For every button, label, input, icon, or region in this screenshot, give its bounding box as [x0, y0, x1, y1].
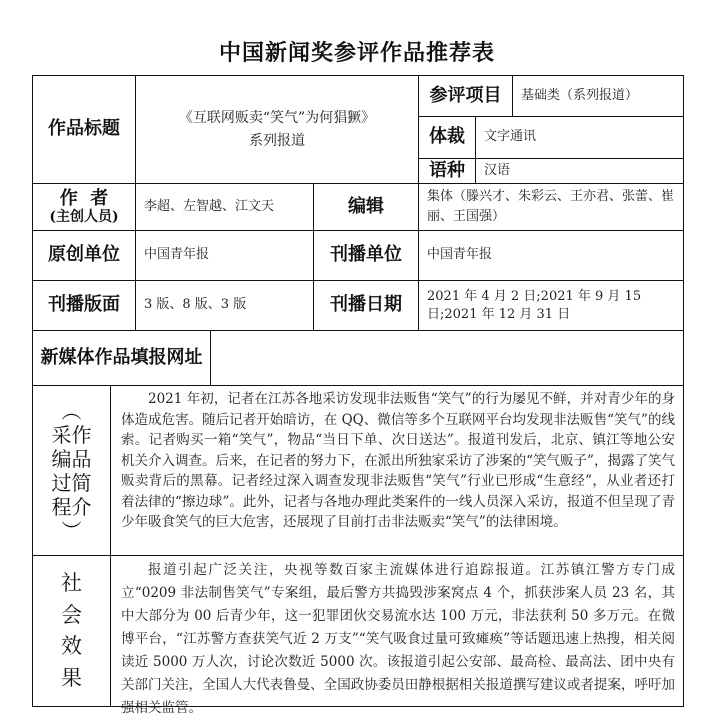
publish-date-value: 2021 年 4 月 2 日;2021 年 9 月 15 日;2021 年 12 月 31 日: [418, 280, 684, 331]
editor-label: 编辑: [313, 183, 419, 231]
process-label-close: ︶: [61, 518, 82, 543]
publish-unit-label: 刊播单位: [313, 230, 419, 281]
process-label-row: 编品: [51, 446, 92, 471]
original-unit-value: 中国青年报: [135, 230, 314, 281]
process-text: 2021 年初，记者在江苏各地采访发现非法贩售“笑气”的行为屡见不鲜，并对青少年的身体造成危害。随后记者开始暗访，在 QQ、微信等多个互联网平台均发现非法贩售“笑气”的线索。记者购买一箱“笑气”，物品“当日下单、次日送达”。报道刊发后，北京、镇江等地公安机关介入调查。后来，在记者的努力下，在派出所独家采访了涉案的“笑气贩子”，揭露了笑气贩卖背后的黑幕。记者经过深入调查发现非法贩售“笑气”行业已形成“生意经”，从业者还打着法律的“擦边球”。此外，记者与各地办理此类案件的一线人员深入采访，报道不但呈现了青少年吸食笑气的巨大危害，还展现了目前打击非法贩卖“笑气”的法律困境。: [110, 385, 684, 556]
social-effect-label: [32, 555, 111, 707]
publish-unit-value: 中国青年报: [418, 230, 684, 281]
publish-date-label: 刊播日期: [313, 280, 419, 331]
social-effect-label-char: 效: [61, 634, 82, 658]
author-value: 李超、左智越、江文天: [135, 183, 314, 231]
genre-value: 文字通讯: [475, 116, 684, 159]
social-effect-label-char: 社: [61, 571, 82, 595]
new-media-url-label: 新媒体作品填报网址: [32, 330, 211, 386]
publish-page-value: 3 版、8 版、3 版: [135, 280, 314, 331]
process-label-row: 采作: [51, 422, 92, 447]
genre-label: 体裁: [418, 116, 476, 159]
publish-page-label: 刊播版面: [32, 280, 136, 331]
work-title-line1: 《互联网贩卖“笑气”为何猖獗》: [178, 110, 376, 127]
category-value: 基础类（系列报道）: [512, 75, 684, 117]
process-label-row: 程介: [51, 494, 92, 519]
process-label-row: 过简: [51, 470, 92, 495]
author-sublabel: (主创人员): [49, 209, 119, 226]
process-label: [32, 385, 111, 556]
work-title-line2: 系列报道: [249, 132, 305, 149]
language-value: 汉语: [475, 158, 684, 184]
original-unit-label: 原创单位: [32, 230, 136, 281]
author-label: [32, 183, 136, 231]
social-effect-text: 报道引起广泛关注，央视等数百家主流媒体进行追踪报道。江苏镇江警方专门成立“0209 非法制售笑气”专案组，最后警方共捣毁涉案窝点 4 个，抓获涉案人员 23 名，其中大部分为 00 后青少年，这一犯罪团伙交易流水达 100 万元，非法获利 50 多万元。在微博平台，“江苏警方查获笑气近 2 万支”“笑气吸食过量可致瘫痪”等话题迅速上热搜，相关阅读近 5000 万人次，讨论次数近 5000 次。该报道引起公安部、最高检、最高法、团中央有关部门关注，全国人大代表鲁曼、全国政协委员田静根据相关报道撰写建议或者提案，呼吁加强相关监管。: [110, 555, 684, 707]
new-media-url-value[interactable]: [210, 330, 684, 386]
social-effect-label-char: 会: [61, 602, 82, 627]
category-label: 参评项目: [418, 75, 513, 117]
work-title-value: [135, 75, 419, 184]
process-label-open: ︵: [61, 398, 82, 423]
page-title: 中国新闻奖参评作品推荐表: [218, 40, 495, 66]
author-label-main: 作 者: [59, 187, 109, 209]
language-label: 语种: [418, 158, 476, 184]
social-effect-label-char: 果: [61, 665, 82, 690]
editor-value: 集体（滕兴才、朱彩云、王亦君、张蕾、崔丽、王国强）: [418, 183, 684, 231]
work-title-label: 作品标题: [32, 75, 136, 184]
